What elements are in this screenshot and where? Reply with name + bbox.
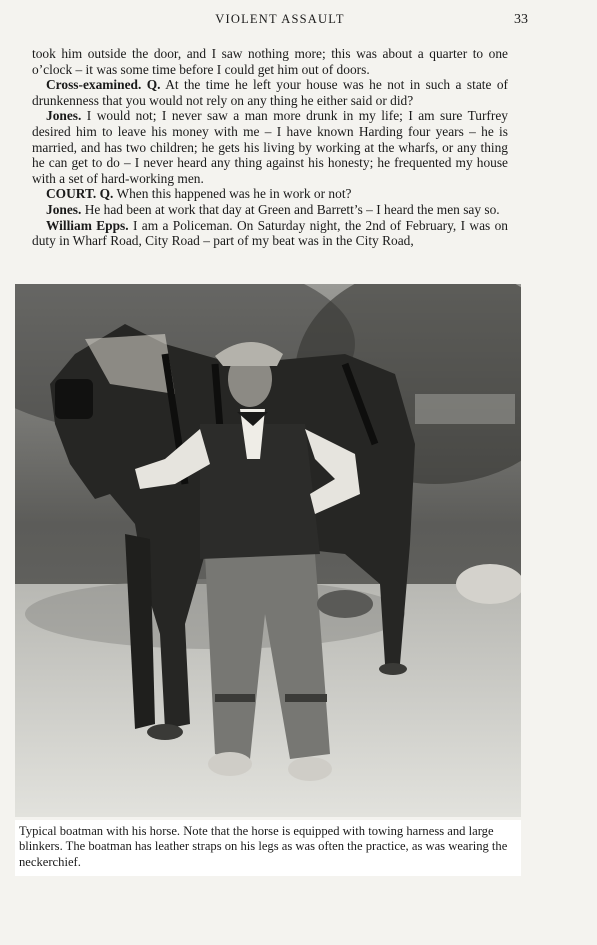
paragraph-text: When this happened was he in work or not? <box>113 186 352 202</box>
photo-caption: Typical boatman with his horse. Note that the horse is equipped with towing harness and large blinkers. The boatman has leather straps on his legs as was often the practice, as was wearing the neckerchief. <box>15 820 521 876</box>
leg-strap <box>215 694 255 702</box>
paragraph-text: At the time he left your house was he not in such a state of drunkenness that you would not rely on any thing he either said or did? <box>32 77 508 108</box>
page-number: 33 <box>514 12 528 27</box>
fence <box>415 394 515 424</box>
photo-illustration <box>15 284 521 817</box>
leg-strap <box>285 694 327 702</box>
paragraph <box>32 186 508 202</box>
boot <box>208 752 252 776</box>
paragraph-text: He had been at work that day at Green and Barrett’s – I heard the men say so. <box>81 201 500 217</box>
paragraph-text: I would not; I never saw a man more drunk in my life; I am sure Turfrey desired him to leave his money with me – I have known Harding four years – he is married, and has two children; he gets his living by working at the wharfs, or any thing he can get to do – I never heard any thing against his honesty; he frequented my house with a set of hard-working men. <box>32 108 508 186</box>
page-header <box>32 12 528 32</box>
speaker-label: Cross-examined. Q. <box>46 77 161 93</box>
speaker-label: William Epps. <box>46 217 129 233</box>
horse-hoof <box>147 724 183 740</box>
paragraph <box>32 218 508 249</box>
speaker-label: COURT. Q. <box>46 186 114 202</box>
body-text <box>32 46 508 249</box>
boot <box>288 757 332 781</box>
paragraph-text: took him outside the door, and I saw nothing more; this was about a quarter to one o’clock – it was some time before I could get him out of doors. <box>32 46 508 77</box>
paragraph-text: I am a Policeman. On Saturday night, the 2nd of February, I was on duty in Wharf Road, City Road – part of my beat was in the City Road, <box>32 217 508 249</box>
speaker-label: Jones. <box>46 201 82 217</box>
running-title: VIOLENT ASSAULT <box>215 12 345 26</box>
speaker-label: Jones. <box>46 108 82 124</box>
paragraph <box>32 202 508 218</box>
boatman-horse-photo <box>15 284 521 817</box>
paragraph <box>32 46 508 77</box>
sack <box>456 564 521 604</box>
bucket <box>317 590 373 618</box>
horse-hoof <box>379 663 407 675</box>
paragraph <box>32 108 508 186</box>
blinker <box>55 379 93 419</box>
paragraph <box>32 77 508 108</box>
